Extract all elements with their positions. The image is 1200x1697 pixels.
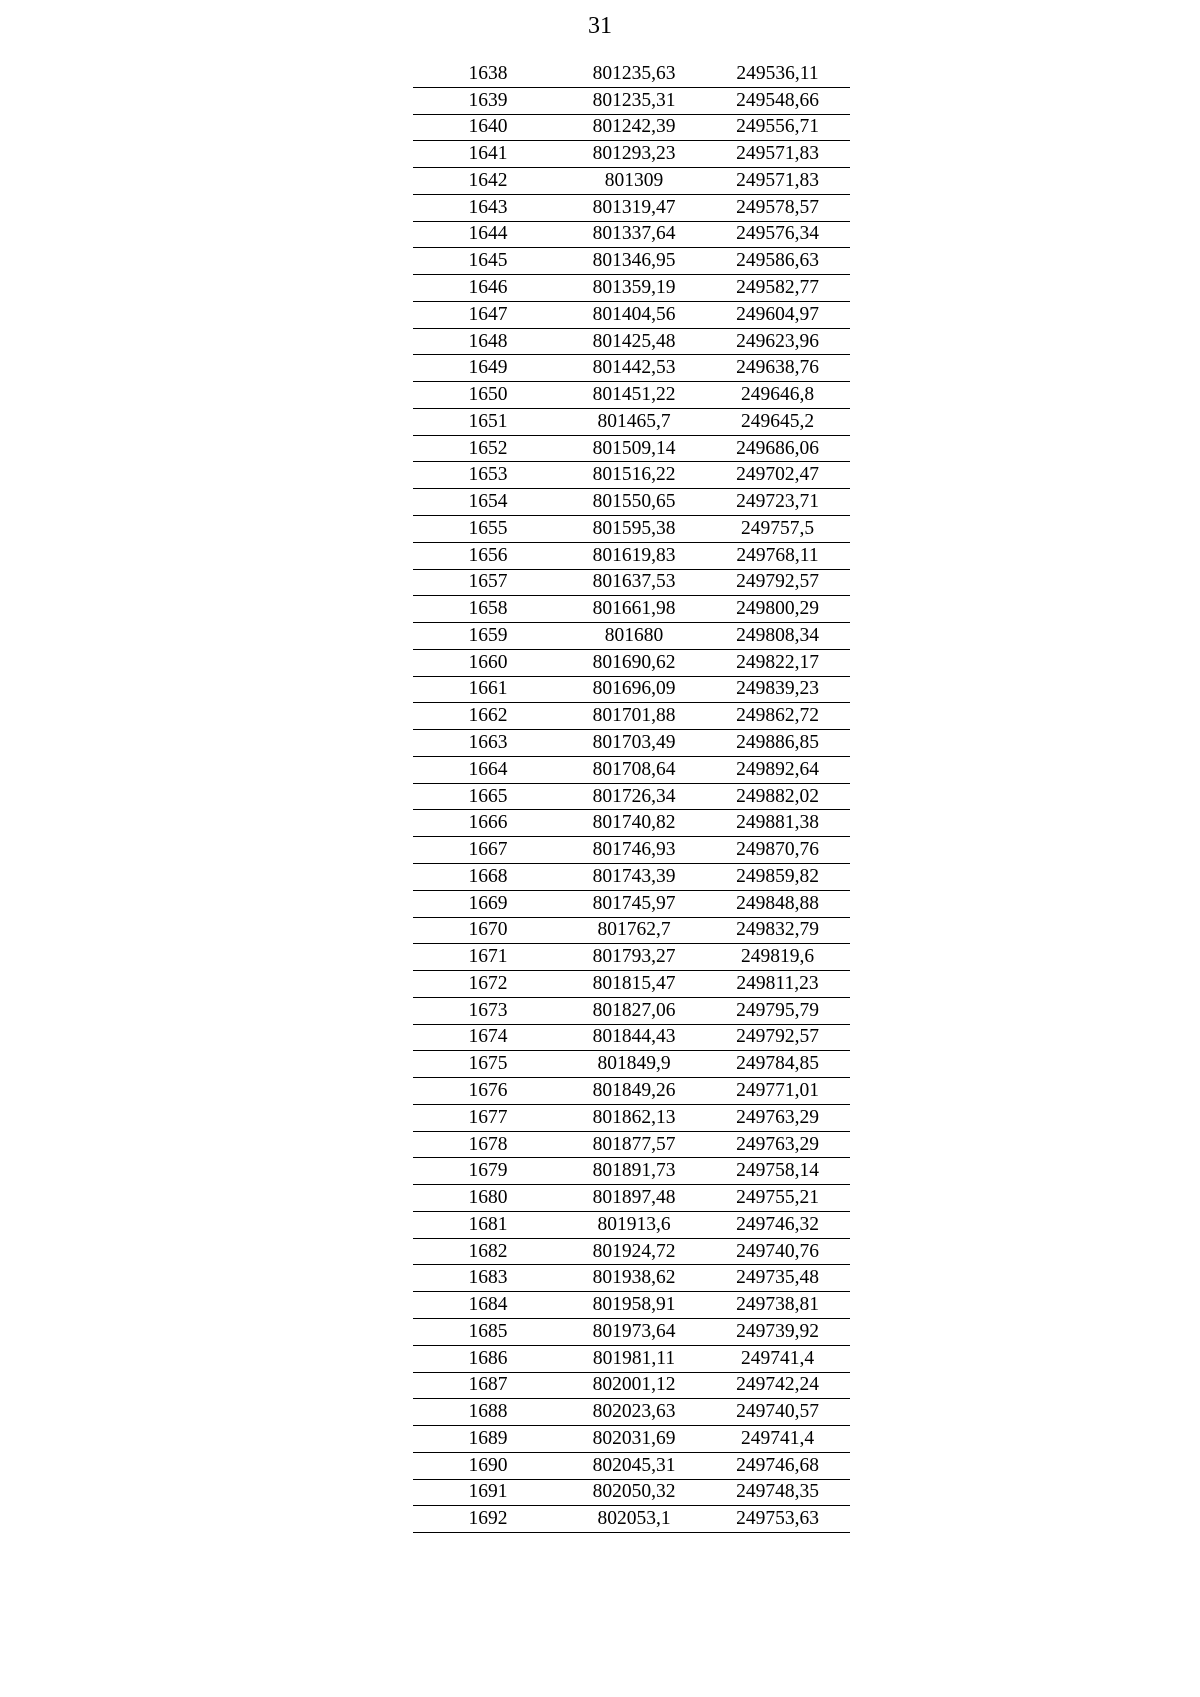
y-coordinate-cell: 249723,71 xyxy=(705,489,850,516)
y-coordinate-cell: 249839,23 xyxy=(705,676,850,703)
x-coordinate-cell: 801746,93 xyxy=(563,837,705,864)
table-row xyxy=(413,87,850,114)
point-number-cell: 1669 xyxy=(413,890,563,917)
y-coordinate-cell: 249740,76 xyxy=(705,1238,850,1265)
point-number-cell: 1674 xyxy=(413,1024,563,1051)
table-row xyxy=(413,1104,850,1131)
point-number-cell: 1658 xyxy=(413,596,563,623)
x-coordinate-cell: 801897,48 xyxy=(563,1185,705,1212)
point-number-cell: 1668 xyxy=(413,863,563,890)
table-row xyxy=(413,944,850,971)
table-row xyxy=(413,114,850,141)
x-coordinate-cell: 801703,49 xyxy=(563,730,705,757)
x-coordinate-cell: 801319,47 xyxy=(563,194,705,221)
table-row xyxy=(413,1051,850,1078)
point-number-cell: 1665 xyxy=(413,783,563,810)
y-coordinate-cell: 249702,47 xyxy=(705,462,850,489)
x-coordinate-cell: 801815,47 xyxy=(563,971,705,998)
y-coordinate-cell: 249832,79 xyxy=(705,917,850,944)
x-coordinate-cell: 801701,88 xyxy=(563,703,705,730)
y-coordinate-cell: 249578,57 xyxy=(705,194,850,221)
table-row xyxy=(413,1131,850,1158)
table-row xyxy=(413,703,850,730)
y-coordinate-cell: 249623,96 xyxy=(705,328,850,355)
x-coordinate-cell: 801924,72 xyxy=(563,1238,705,1265)
y-coordinate-cell: 249763,29 xyxy=(705,1131,850,1158)
point-number-cell: 1652 xyxy=(413,435,563,462)
x-coordinate-cell: 801745,97 xyxy=(563,890,705,917)
table-row xyxy=(413,328,850,355)
x-coordinate-cell: 801877,57 xyxy=(563,1131,705,1158)
point-number-cell: 1651 xyxy=(413,408,563,435)
y-coordinate-cell: 249881,38 xyxy=(705,810,850,837)
x-coordinate-cell: 801740,82 xyxy=(563,810,705,837)
table-row xyxy=(413,462,850,489)
y-coordinate-cell: 249795,79 xyxy=(705,997,850,1024)
point-number-cell: 1671 xyxy=(413,944,563,971)
y-coordinate-cell: 249859,82 xyxy=(705,863,850,890)
table-row xyxy=(413,917,850,944)
point-number-cell: 1655 xyxy=(413,516,563,543)
point-number-cell: 1639 xyxy=(413,87,563,114)
table-row xyxy=(413,1211,850,1238)
point-number-cell: 1664 xyxy=(413,756,563,783)
y-coordinate-cell: 249753,63 xyxy=(705,1506,850,1533)
x-coordinate-cell: 801309 xyxy=(563,168,705,195)
point-number-cell: 1662 xyxy=(413,703,563,730)
x-coordinate-cell: 801938,62 xyxy=(563,1265,705,1292)
point-number-cell: 1661 xyxy=(413,676,563,703)
x-coordinate-cell: 801661,98 xyxy=(563,596,705,623)
point-number-cell: 1653 xyxy=(413,462,563,489)
point-number-cell: 1659 xyxy=(413,623,563,650)
x-coordinate-cell: 801235,63 xyxy=(563,61,705,87)
point-number-cell: 1680 xyxy=(413,1185,563,1212)
y-coordinate-cell: 249746,32 xyxy=(705,1211,850,1238)
table-row xyxy=(413,810,850,837)
table-row xyxy=(413,1345,850,1372)
point-number-cell: 1649 xyxy=(413,355,563,382)
point-number-cell: 1667 xyxy=(413,837,563,864)
x-coordinate-cell: 801550,65 xyxy=(563,489,705,516)
table-row xyxy=(413,1318,850,1345)
table-row xyxy=(413,1372,850,1399)
table-row xyxy=(413,1078,850,1105)
table-row xyxy=(413,1158,850,1185)
x-coordinate-cell: 801509,14 xyxy=(563,435,705,462)
x-coordinate-cell: 801680 xyxy=(563,623,705,650)
x-coordinate-cell: 801793,27 xyxy=(563,944,705,971)
point-number-cell: 1660 xyxy=(413,649,563,676)
y-coordinate-cell: 249892,64 xyxy=(705,756,850,783)
x-coordinate-cell: 801743,39 xyxy=(563,863,705,890)
table-row xyxy=(413,1238,850,1265)
y-coordinate-cell: 249792,57 xyxy=(705,569,850,596)
y-coordinate-cell: 249768,11 xyxy=(705,542,850,569)
point-number-cell: 1650 xyxy=(413,382,563,409)
table-row xyxy=(413,837,850,864)
table-row xyxy=(413,355,850,382)
table-row xyxy=(413,542,850,569)
coordinates-table xyxy=(413,61,850,1533)
y-coordinate-cell: 249740,57 xyxy=(705,1399,850,1426)
point-number-cell: 1692 xyxy=(413,1506,563,1533)
x-coordinate-cell: 801726,34 xyxy=(563,783,705,810)
x-coordinate-cell: 801425,48 xyxy=(563,328,705,355)
point-number-cell: 1642 xyxy=(413,168,563,195)
y-coordinate-cell: 249870,76 xyxy=(705,837,850,864)
table-row xyxy=(413,382,850,409)
y-coordinate-cell: 249742,24 xyxy=(705,1372,850,1399)
table-row xyxy=(413,783,850,810)
table-row xyxy=(413,301,850,328)
y-coordinate-cell: 249771,01 xyxy=(705,1078,850,1105)
y-coordinate-cell: 249862,72 xyxy=(705,703,850,730)
y-coordinate-cell: 249604,97 xyxy=(705,301,850,328)
point-number-cell: 1686 xyxy=(413,1345,563,1372)
table-row xyxy=(413,649,850,676)
table-row xyxy=(413,248,850,275)
y-coordinate-cell: 249556,71 xyxy=(705,114,850,141)
x-coordinate-cell: 801690,62 xyxy=(563,649,705,676)
table-row xyxy=(413,516,850,543)
point-number-cell: 1683 xyxy=(413,1265,563,1292)
y-coordinate-cell: 249646,8 xyxy=(705,382,850,409)
table-row xyxy=(413,408,850,435)
point-number-cell: 1687 xyxy=(413,1372,563,1399)
y-coordinate-cell: 249548,66 xyxy=(705,87,850,114)
table-row xyxy=(413,61,850,87)
y-coordinate-cell: 249741,4 xyxy=(705,1345,850,1372)
table-row xyxy=(413,168,850,195)
point-number-cell: 1691 xyxy=(413,1479,563,1506)
y-coordinate-cell: 249808,34 xyxy=(705,623,850,650)
page-number: 31 xyxy=(588,13,612,39)
x-coordinate-cell: 802031,69 xyxy=(563,1426,705,1453)
table-row xyxy=(413,1185,850,1212)
y-coordinate-cell: 249638,76 xyxy=(705,355,850,382)
x-coordinate-cell: 801637,53 xyxy=(563,569,705,596)
point-number-cell: 1647 xyxy=(413,301,563,328)
table-row xyxy=(413,890,850,917)
point-number-cell: 1673 xyxy=(413,997,563,1024)
table-row xyxy=(413,1292,850,1319)
point-number-cell: 1684 xyxy=(413,1292,563,1319)
point-number-cell: 1679 xyxy=(413,1158,563,1185)
point-number-cell: 1656 xyxy=(413,542,563,569)
x-coordinate-cell: 802001,12 xyxy=(563,1372,705,1399)
x-coordinate-cell: 802045,31 xyxy=(563,1452,705,1479)
point-number-cell: 1648 xyxy=(413,328,563,355)
point-number-cell: 1689 xyxy=(413,1426,563,1453)
table-row xyxy=(413,863,850,890)
table-row xyxy=(413,756,850,783)
x-coordinate-cell: 801913,6 xyxy=(563,1211,705,1238)
x-coordinate-cell: 801337,64 xyxy=(563,221,705,248)
table-row xyxy=(413,221,850,248)
table-row xyxy=(413,569,850,596)
y-coordinate-cell: 249763,29 xyxy=(705,1104,850,1131)
point-number-cell: 1657 xyxy=(413,569,563,596)
y-coordinate-cell: 249800,29 xyxy=(705,596,850,623)
y-coordinate-cell: 249886,85 xyxy=(705,730,850,757)
point-number-cell: 1672 xyxy=(413,971,563,998)
table-row xyxy=(413,435,850,462)
y-coordinate-cell: 249882,02 xyxy=(705,783,850,810)
point-number-cell: 1690 xyxy=(413,1452,563,1479)
x-coordinate-cell: 802053,1 xyxy=(563,1506,705,1533)
x-coordinate-cell: 801359,19 xyxy=(563,275,705,302)
x-coordinate-cell: 801827,06 xyxy=(563,997,705,1024)
y-coordinate-cell: 249586,63 xyxy=(705,248,850,275)
x-coordinate-cell: 801442,53 xyxy=(563,355,705,382)
point-number-cell: 1666 xyxy=(413,810,563,837)
point-number-cell: 1654 xyxy=(413,489,563,516)
point-number-cell: 1643 xyxy=(413,194,563,221)
x-coordinate-cell: 801849,26 xyxy=(563,1078,705,1105)
table-row xyxy=(413,1452,850,1479)
x-coordinate-cell: 802050,32 xyxy=(563,1479,705,1506)
table-row xyxy=(413,596,850,623)
x-coordinate-cell: 801981,11 xyxy=(563,1345,705,1372)
y-coordinate-cell: 249819,6 xyxy=(705,944,850,971)
y-coordinate-cell: 249571,83 xyxy=(705,141,850,168)
point-number-cell: 1646 xyxy=(413,275,563,302)
y-coordinate-cell: 249739,92 xyxy=(705,1318,850,1345)
y-coordinate-cell: 249571,83 xyxy=(705,168,850,195)
point-number-cell: 1682 xyxy=(413,1238,563,1265)
y-coordinate-cell: 249746,68 xyxy=(705,1452,850,1479)
x-coordinate-cell: 801762,7 xyxy=(563,917,705,944)
point-number-cell: 1678 xyxy=(413,1131,563,1158)
table-row xyxy=(413,489,850,516)
y-coordinate-cell: 249757,5 xyxy=(705,516,850,543)
x-coordinate-cell: 801516,22 xyxy=(563,462,705,489)
table-row xyxy=(413,1265,850,1292)
x-coordinate-cell: 802023,63 xyxy=(563,1399,705,1426)
table-row xyxy=(413,971,850,998)
x-coordinate-cell: 801293,23 xyxy=(563,141,705,168)
point-number-cell: 1688 xyxy=(413,1399,563,1426)
y-coordinate-cell: 249822,17 xyxy=(705,649,850,676)
table-row xyxy=(413,623,850,650)
x-coordinate-cell: 801891,73 xyxy=(563,1158,705,1185)
point-number-cell: 1676 xyxy=(413,1078,563,1105)
y-coordinate-cell: 249645,2 xyxy=(705,408,850,435)
table-row xyxy=(413,1399,850,1426)
x-coordinate-cell: 801465,7 xyxy=(563,408,705,435)
x-coordinate-cell: 801708,64 xyxy=(563,756,705,783)
y-coordinate-cell: 249758,14 xyxy=(705,1158,850,1185)
x-coordinate-cell: 801346,95 xyxy=(563,248,705,275)
table-row xyxy=(413,730,850,757)
point-number-cell: 1644 xyxy=(413,221,563,248)
x-coordinate-cell: 801451,22 xyxy=(563,382,705,409)
y-coordinate-cell: 249741,4 xyxy=(705,1426,850,1453)
x-coordinate-cell: 801235,31 xyxy=(563,87,705,114)
point-number-cell: 1645 xyxy=(413,248,563,275)
y-coordinate-cell: 249738,81 xyxy=(705,1292,850,1319)
x-coordinate-cell: 801849,9 xyxy=(563,1051,705,1078)
table-row xyxy=(413,997,850,1024)
table-row xyxy=(413,1426,850,1453)
point-number-cell: 1681 xyxy=(413,1211,563,1238)
y-coordinate-cell: 249576,34 xyxy=(705,221,850,248)
point-number-cell: 1641 xyxy=(413,141,563,168)
x-coordinate-cell: 801595,38 xyxy=(563,516,705,543)
x-coordinate-cell: 801862,13 xyxy=(563,1104,705,1131)
y-coordinate-cell: 249536,11 xyxy=(705,61,850,87)
coordinates-table-body xyxy=(413,61,850,1533)
point-number-cell: 1640 xyxy=(413,114,563,141)
x-coordinate-cell: 801619,83 xyxy=(563,542,705,569)
y-coordinate-cell: 249811,23 xyxy=(705,971,850,998)
point-number-cell: 1675 xyxy=(413,1051,563,1078)
table-row xyxy=(413,1479,850,1506)
point-number-cell: 1638 xyxy=(413,61,563,87)
y-coordinate-cell: 249686,06 xyxy=(705,435,850,462)
y-coordinate-cell: 249582,77 xyxy=(705,275,850,302)
x-coordinate-cell: 801242,39 xyxy=(563,114,705,141)
point-number-cell: 1685 xyxy=(413,1318,563,1345)
x-coordinate-cell: 801844,43 xyxy=(563,1024,705,1051)
y-coordinate-cell: 249755,21 xyxy=(705,1185,850,1212)
y-coordinate-cell: 249792,57 xyxy=(705,1024,850,1051)
x-coordinate-cell: 801404,56 xyxy=(563,301,705,328)
y-coordinate-cell: 249748,35 xyxy=(705,1479,850,1506)
y-coordinate-cell: 249784,85 xyxy=(705,1051,850,1078)
x-coordinate-cell: 801973,64 xyxy=(563,1318,705,1345)
x-coordinate-cell: 801696,09 xyxy=(563,676,705,703)
table-row xyxy=(413,194,850,221)
table-row xyxy=(413,1506,850,1533)
y-coordinate-cell: 249848,88 xyxy=(705,890,850,917)
table-row xyxy=(413,141,850,168)
point-number-cell: 1670 xyxy=(413,917,563,944)
point-number-cell: 1663 xyxy=(413,730,563,757)
x-coordinate-cell: 801958,91 xyxy=(563,1292,705,1319)
y-coordinate-cell: 249735,48 xyxy=(705,1265,850,1292)
table-row xyxy=(413,676,850,703)
point-number-cell: 1677 xyxy=(413,1104,563,1131)
table-row xyxy=(413,1024,850,1051)
table-row xyxy=(413,275,850,302)
